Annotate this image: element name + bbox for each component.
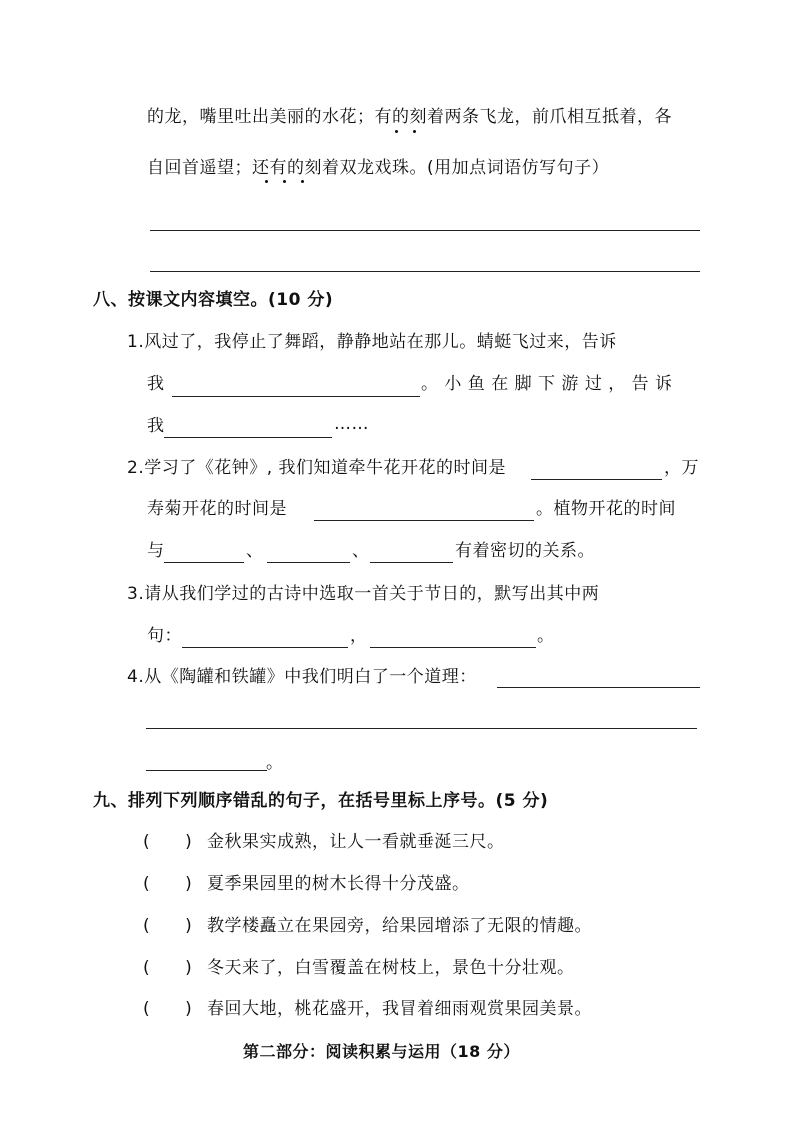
order-bracket[interactable]: ( ): [143, 832, 193, 852]
q2-line-3-prefix: 与: [147, 541, 165, 561]
blank-factor-1[interactable]: [164, 562, 244, 563]
emphasis-dot: [301, 180, 304, 183]
q3-line-1: 3.请从我们学过的古诗中选取一首关于节日的，默写出其中两: [127, 584, 600, 604]
blank-marigold-time[interactable]: [314, 520, 534, 521]
passage-line-1: 的龙，嘴里吐出美丽的水花；有的刻着两条飞龙，前爪相互抵着，各: [147, 107, 672, 127]
q1-line-3-suffix: ……: [334, 414, 369, 434]
blank-lesson-2[interactable]: [146, 728, 697, 729]
emphasis-dot: [413, 130, 416, 133]
blank-morning-glory-time[interactable]: [531, 479, 662, 480]
q4-end: 。: [266, 753, 284, 773]
q3-period: 。: [537, 626, 555, 646]
q1-line-3-prefix: 我: [147, 416, 165, 436]
blank-lesson-3[interactable]: [146, 770, 267, 771]
q2-sep-1: 、: [246, 541, 264, 561]
q2-line-1-prefix: 2.学习了《花钟》, 我们知道牵牛花开花的时间是: [127, 458, 507, 478]
sentence-text: 教学楼矗立在果园旁，给果园增添了无限的情趣。: [207, 916, 592, 936]
sentence-text: 春回大地，桃花盛开，我冒着细雨观赏果园美景。: [207, 999, 592, 1019]
part-two-heading: 第二部分：阅读积累与运用（18 分）: [243, 1042, 520, 1061]
q1-line-2-prefix: 我: [147, 374, 165, 394]
blank-poem-line-1[interactable]: [182, 647, 348, 648]
blank-poem-line-2[interactable]: [370, 647, 536, 648]
sentence-text: 冬天来了，白雪覆盖在树枝上，景色十分壮观。: [207, 958, 575, 978]
emphasis-dot: [395, 130, 398, 133]
blank-fish[interactable]: [164, 437, 332, 438]
q2-line-1-suffix: ，万: [664, 458, 699, 478]
q3-line-2-prefix: 句：: [147, 626, 182, 646]
section-9-title: 九、排列下列顺序错乱的句子，在括号里标上序号。(5 分): [93, 791, 549, 811]
blank-factor-3[interactable]: [370, 562, 453, 563]
q2-line-2-suffix: 。植物开花的时间: [536, 499, 676, 519]
q1-line-2-suffix: 。 小 鱼 在 脚 下 游 过 ， 告 诉: [421, 374, 673, 394]
q4-line-1: 4.从《陶罐和铁罐》中我们明白了一个道理：: [127, 667, 477, 687]
q1-line-1: 1.风过了，我停止了舞蹈，静静地站在那儿。蜻蜓飞过来，告诉: [127, 332, 617, 352]
q3-comma: ，: [350, 626, 368, 646]
emphasis-dot: [265, 180, 268, 183]
q2-sep-2: 、: [352, 541, 370, 561]
q2-line-3-suffix: 有着密切的关系。: [455, 541, 595, 561]
order-bracket[interactable]: ( ): [143, 999, 193, 1019]
answer-line[interactable]: [150, 271, 700, 272]
order-bracket[interactable]: ( ): [143, 958, 193, 978]
blank-dragonfly[interactable]: [172, 396, 420, 397]
passage-line-2: 自回首遥望；还有的刻着双龙戏珠。(用加点词语仿写句子）: [147, 158, 610, 178]
answer-line[interactable]: [150, 230, 700, 231]
sentence-text: 金秋果实成熟，让人一看就垂涎三尺。: [207, 832, 505, 852]
order-bracket[interactable]: ( ): [143, 916, 193, 936]
sentence-text: 夏季果园里的树木长得十分茂盛。: [207, 874, 470, 894]
section-8-title: 八、按课文内容填空。(10 分): [93, 290, 334, 310]
blank-factor-2[interactable]: [267, 562, 350, 563]
blank-lesson-1[interactable]: [497, 687, 700, 688]
emphasis-dot: [283, 180, 286, 183]
q2-line-2-prefix: 寿菊开花的时间是: [147, 499, 287, 519]
order-bracket[interactable]: ( ): [143, 874, 193, 894]
